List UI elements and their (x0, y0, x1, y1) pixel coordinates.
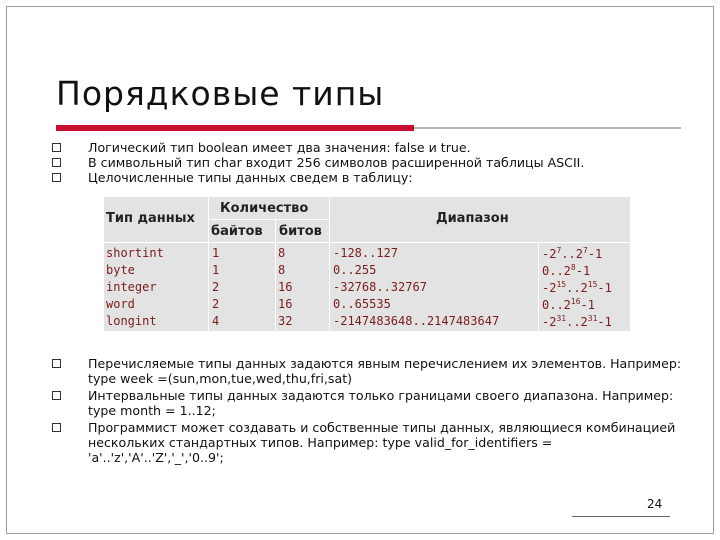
power-part: 15 (587, 280, 598, 289)
power-part: -1 (587, 247, 603, 261)
bullet-item (52, 420, 692, 465)
power-part: -1 (597, 281, 612, 295)
power-part: 31 (556, 314, 567, 323)
cell-range-power (542, 246, 602, 261)
power-part: -1 (575, 264, 591, 278)
title-accent-bar (56, 125, 414, 131)
square-bullet-icon (52, 423, 61, 432)
power-part: ..2 (566, 315, 588, 329)
bullet-text: Логический тип boolean имеет два значения: false и true. (88, 140, 471, 155)
bullet-item (52, 356, 692, 386)
power-part: ..2 (566, 281, 588, 295)
footer-rule (572, 516, 670, 517)
bullet-text: Программист может создавать и собственные типы данных, являющиеся комбинацией нескольких стандартных типов. Например: type valid_for_identifiers = 'a'..'z','A'..'Z','_','0..9'; (88, 420, 676, 465)
square-bullet-icon (52, 173, 61, 182)
cell-range: 0..255 (333, 263, 377, 277)
power-part: -2 (542, 247, 557, 261)
table-divider (208, 219, 329, 220)
table-divider (208, 197, 209, 331)
cell-range-power (542, 297, 595, 312)
power-part: -1 (597, 315, 612, 329)
cell-bits: 32 (278, 314, 293, 328)
cell-bytes: 2 (212, 297, 220, 311)
square-bullet-icon (52, 158, 61, 167)
bullet-text: В символьный тип char входит 256 символов расширенной таблицы ASCII. (88, 155, 585, 170)
square-bullet-icon (52, 143, 61, 152)
power-part: 0..2 (542, 264, 571, 278)
cell-bytes: 1 (212, 246, 220, 260)
power-part: 16 (570, 297, 581, 306)
top-bullet-list (52, 140, 692, 185)
cell-bytes: 1 (212, 263, 220, 277)
cell-bits: 8 (278, 246, 286, 260)
table-divider (275, 219, 276, 331)
cell-bytes: 4 (212, 314, 220, 328)
header-type: Тип данных (106, 211, 195, 226)
power-part: 15 (556, 280, 567, 289)
power-part: 0..2 (542, 298, 571, 312)
bullet-text: Интервальные типы данных задаются только границами своего диапазона. Например: type month = 1..12; (88, 388, 674, 418)
cell-range: 0..65535 (333, 297, 391, 311)
square-bullet-icon (52, 391, 61, 400)
page-number: 24 (647, 497, 663, 511)
bullet-item (52, 388, 692, 418)
header-range: Диапазон (436, 211, 509, 226)
bullet-item (52, 170, 692, 185)
cell-range: -2147483648..2147483647 (333, 314, 500, 328)
cell-type: longint (106, 314, 157, 328)
power-part: -2 (542, 281, 557, 295)
power-part: 8 (570, 263, 576, 272)
cell-range-power (542, 314, 612, 329)
power-part: 31 (587, 314, 598, 323)
cell-bits: 8 (278, 263, 286, 277)
table-divider (104, 242, 630, 243)
bottom-bullet-list (52, 356, 692, 467)
integer-types-table (104, 197, 630, 331)
table-divider (329, 197, 330, 331)
cell-type: shortint (106, 246, 164, 260)
bullet-text: Целочисленные типы данных сведем в таблицу: (88, 170, 413, 185)
table-divider (538, 242, 539, 331)
cell-bytes: 2 (212, 280, 220, 294)
power-part: 7 (582, 246, 588, 255)
cell-bits: 16 (278, 297, 293, 311)
cell-type: integer (106, 280, 157, 294)
header-count: Количество (220, 201, 309, 216)
square-bullet-icon (52, 359, 61, 368)
cell-type: word (106, 297, 135, 311)
slide-title: Порядковые типы (56, 74, 385, 113)
cell-range-power (542, 280, 612, 295)
cell-range: -128..127 (333, 246, 399, 260)
power-part: -1 (580, 298, 595, 312)
bullet-item (52, 155, 692, 170)
bullet-text: Перечисляемые типы данных задаются явным перечислением их элементов. Например: type week =(sun,mon,tue,wed,thu,fri,sat) (88, 356, 682, 386)
header-bytes: байтов (211, 224, 263, 239)
power-part: -2 (542, 315, 557, 329)
cell-range: -32768..32767 (333, 280, 427, 294)
bullet-item (52, 140, 692, 155)
power-part: 7 (556, 246, 562, 255)
cell-range-power (542, 263, 590, 278)
cell-type: byte (106, 263, 135, 277)
power-part: ..2 (561, 247, 583, 261)
header-bits: битов (279, 224, 322, 239)
cell-bits: 16 (278, 280, 293, 294)
